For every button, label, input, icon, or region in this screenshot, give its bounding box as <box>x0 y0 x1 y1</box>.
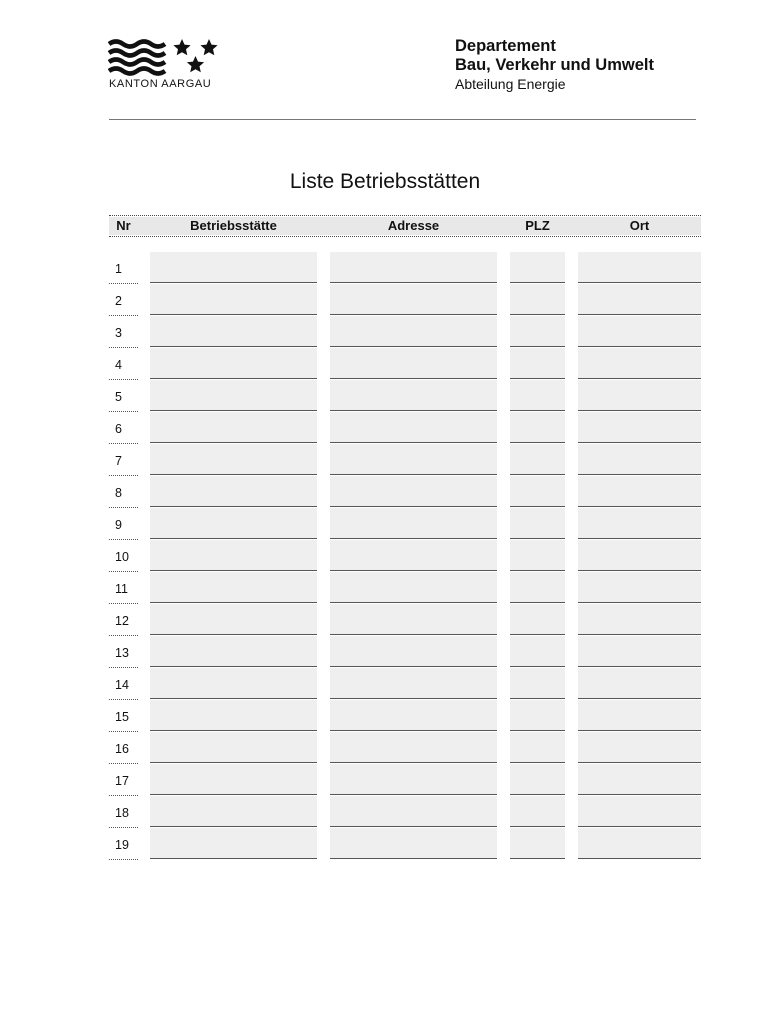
row-number: 10 <box>115 550 129 564</box>
row-number-cell <box>109 316 138 348</box>
row-number-cell <box>109 732 138 764</box>
ort-field[interactable] <box>578 284 701 315</box>
plz-field[interactable] <box>510 380 565 411</box>
plz-field[interactable] <box>510 316 565 347</box>
column-header-plz: PLZ <box>525 218 550 233</box>
table-row <box>109 540 701 572</box>
row-number: 12 <box>115 614 129 628</box>
row-number: 14 <box>115 678 129 692</box>
column-header-adresse: Adresse <box>387 218 440 233</box>
adresse-field[interactable] <box>330 764 497 795</box>
row-number: 9 <box>115 518 122 532</box>
ort-field[interactable] <box>578 380 701 411</box>
row-number-cell <box>109 604 138 636</box>
table-row <box>109 252 701 284</box>
betriebsstaette-field[interactable] <box>150 444 317 475</box>
adresse-field[interactable] <box>330 636 497 667</box>
row-number: 17 <box>115 774 129 788</box>
betriebsstaette-field[interactable] <box>150 540 317 571</box>
table-header <box>109 217 701 235</box>
adresse-field[interactable] <box>330 412 497 443</box>
ort-field[interactable] <box>578 476 701 507</box>
betriebsstaette-field[interactable] <box>150 636 317 667</box>
division-name: Abteilung Energie <box>455 76 566 92</box>
ort-field[interactable] <box>578 412 701 443</box>
table-row <box>109 828 701 860</box>
adresse-field[interactable] <box>330 508 497 539</box>
plz-field[interactable] <box>510 828 565 859</box>
ort-field[interactable] <box>578 764 701 795</box>
betriebsstaette-field[interactable] <box>150 316 317 347</box>
row-number: 7 <box>115 454 122 468</box>
row-number-cell <box>109 412 138 444</box>
betriebsstaette-field[interactable] <box>150 828 317 859</box>
page-title: Liste Betriebsstätten <box>289 170 481 193</box>
table-row <box>109 284 701 316</box>
betriebsstaette-field[interactable] <box>150 604 317 635</box>
betriebsstaette-field[interactable] <box>150 796 317 827</box>
table-header-top-border <box>109 215 701 216</box>
plz-field[interactable] <box>510 284 565 315</box>
header-divider <box>109 119 696 120</box>
plz-field[interactable] <box>510 732 565 763</box>
row-number-cell <box>109 348 138 380</box>
table-row <box>109 508 701 540</box>
ort-field[interactable] <box>578 572 701 603</box>
row-number-cell <box>109 668 138 700</box>
ort-field[interactable] <box>578 444 701 475</box>
table-row <box>109 796 701 828</box>
adresse-field[interactable] <box>330 476 497 507</box>
betriebsstaette-field[interactable] <box>150 732 317 763</box>
table-header-bottom-border <box>109 236 701 237</box>
table-row <box>109 380 701 412</box>
adresse-field[interactable] <box>330 316 497 347</box>
row-number-cell <box>109 764 138 796</box>
ort-field[interactable] <box>578 540 701 571</box>
plz-field[interactable] <box>510 252 565 283</box>
plz-field[interactable] <box>510 700 565 731</box>
betriebsstaette-field[interactable] <box>150 508 317 539</box>
adresse-field[interactable] <box>330 252 497 283</box>
row-number: 1 <box>115 262 122 276</box>
row-number-cell <box>109 796 138 828</box>
betriebsstaette-field[interactable] <box>150 476 317 507</box>
column-header-betriebsstaette: Betriebsstätte <box>190 218 277 233</box>
row-number-cell <box>109 828 138 860</box>
row-number-cell <box>109 508 138 540</box>
betriebsstaette-field[interactable] <box>150 572 317 603</box>
ort-field[interactable] <box>578 828 701 859</box>
row-number: 3 <box>115 326 122 340</box>
table-row <box>109 348 701 380</box>
table-row <box>109 604 701 636</box>
plz-field[interactable] <box>510 508 565 539</box>
row-number-cell <box>109 476 138 508</box>
adresse-field[interactable] <box>330 572 497 603</box>
plz-field[interactable] <box>510 764 565 795</box>
adresse-field[interactable] <box>330 380 497 411</box>
table-row <box>109 732 701 764</box>
adresse-field[interactable] <box>330 828 497 859</box>
adresse-field[interactable] <box>330 540 497 571</box>
ort-field[interactable] <box>578 316 701 347</box>
adresse-field[interactable] <box>330 604 497 635</box>
betriebsstaette-field[interactable] <box>150 412 317 443</box>
betriebsstaette-field[interactable] <box>150 668 317 699</box>
betriebsstaette-field[interactable] <box>150 764 317 795</box>
adresse-field[interactable] <box>330 732 497 763</box>
column-header-ort: Ort <box>629 218 650 233</box>
adresse-field[interactable] <box>330 796 497 827</box>
betriebsstaette-field[interactable] <box>150 700 317 731</box>
plz-field[interactable] <box>510 604 565 635</box>
ort-field[interactable] <box>578 796 701 827</box>
plz-field[interactable] <box>510 348 565 379</box>
table-row <box>109 476 701 508</box>
plz-field[interactable] <box>510 572 565 603</box>
row-number: 11 <box>115 582 128 596</box>
ort-field[interactable] <box>578 636 701 667</box>
row-number-cell <box>109 252 138 284</box>
column-header-nr: Nr <box>116 218 131 233</box>
plz-field[interactable] <box>510 796 565 827</box>
adresse-field[interactable] <box>330 668 497 699</box>
betriebsstaette-field[interactable] <box>150 348 317 379</box>
row-number: 18 <box>115 806 129 820</box>
plz-field[interactable] <box>510 540 565 571</box>
ort-field[interactable] <box>578 348 701 379</box>
adresse-field[interactable] <box>330 284 497 315</box>
row-number: 6 <box>115 422 122 436</box>
ort-field[interactable] <box>578 508 701 539</box>
department-name: Departement <box>455 37 556 55</box>
row-number-cell <box>109 380 138 412</box>
row-number: 4 <box>115 358 122 372</box>
table-row <box>109 412 701 444</box>
table-row <box>109 444 701 476</box>
table-row <box>109 668 701 700</box>
ort-field[interactable] <box>578 732 701 763</box>
table-row <box>109 764 701 796</box>
table-row <box>109 636 701 668</box>
row-number-cell <box>109 540 138 572</box>
department-subtitle: Bau, Verkehr und Umwelt <box>455 56 654 74</box>
betriebsstaette-field[interactable] <box>150 284 317 315</box>
ort-field[interactable] <box>578 668 701 699</box>
table-row <box>109 572 701 604</box>
row-number: 8 <box>115 486 122 500</box>
row-number-cell <box>109 444 138 476</box>
plz-field[interactable] <box>510 668 565 699</box>
ort-field[interactable] <box>578 700 701 731</box>
plz-field[interactable] <box>510 636 565 667</box>
department-block <box>455 37 654 94</box>
row-number: 19 <box>115 838 129 852</box>
row-number: 15 <box>115 710 129 724</box>
table-row <box>109 316 701 348</box>
betriebsstaette-field[interactable] <box>150 252 317 283</box>
row-number-cell <box>109 700 138 732</box>
adresse-field[interactable] <box>330 700 497 731</box>
table-row <box>109 700 701 732</box>
plz-field[interactable] <box>510 412 565 443</box>
adresse-field[interactable] <box>330 444 497 475</box>
row-number-cell <box>109 284 138 316</box>
row-number-cell <box>109 636 138 668</box>
plz-field[interactable] <box>510 444 565 475</box>
adresse-field[interactable] <box>330 348 497 379</box>
ort-field[interactable] <box>578 604 701 635</box>
row-number: 2 <box>115 294 122 308</box>
row-number: 5 <box>115 390 122 404</box>
ort-field[interactable] <box>578 252 701 283</box>
plz-field[interactable] <box>510 476 565 507</box>
row-number: 13 <box>115 646 129 660</box>
logo-text: KANTON AARGAU <box>109 78 212 90</box>
betriebsstaette-field[interactable] <box>150 380 317 411</box>
row-number-cell <box>109 572 138 604</box>
row-number: 16 <box>115 742 129 756</box>
